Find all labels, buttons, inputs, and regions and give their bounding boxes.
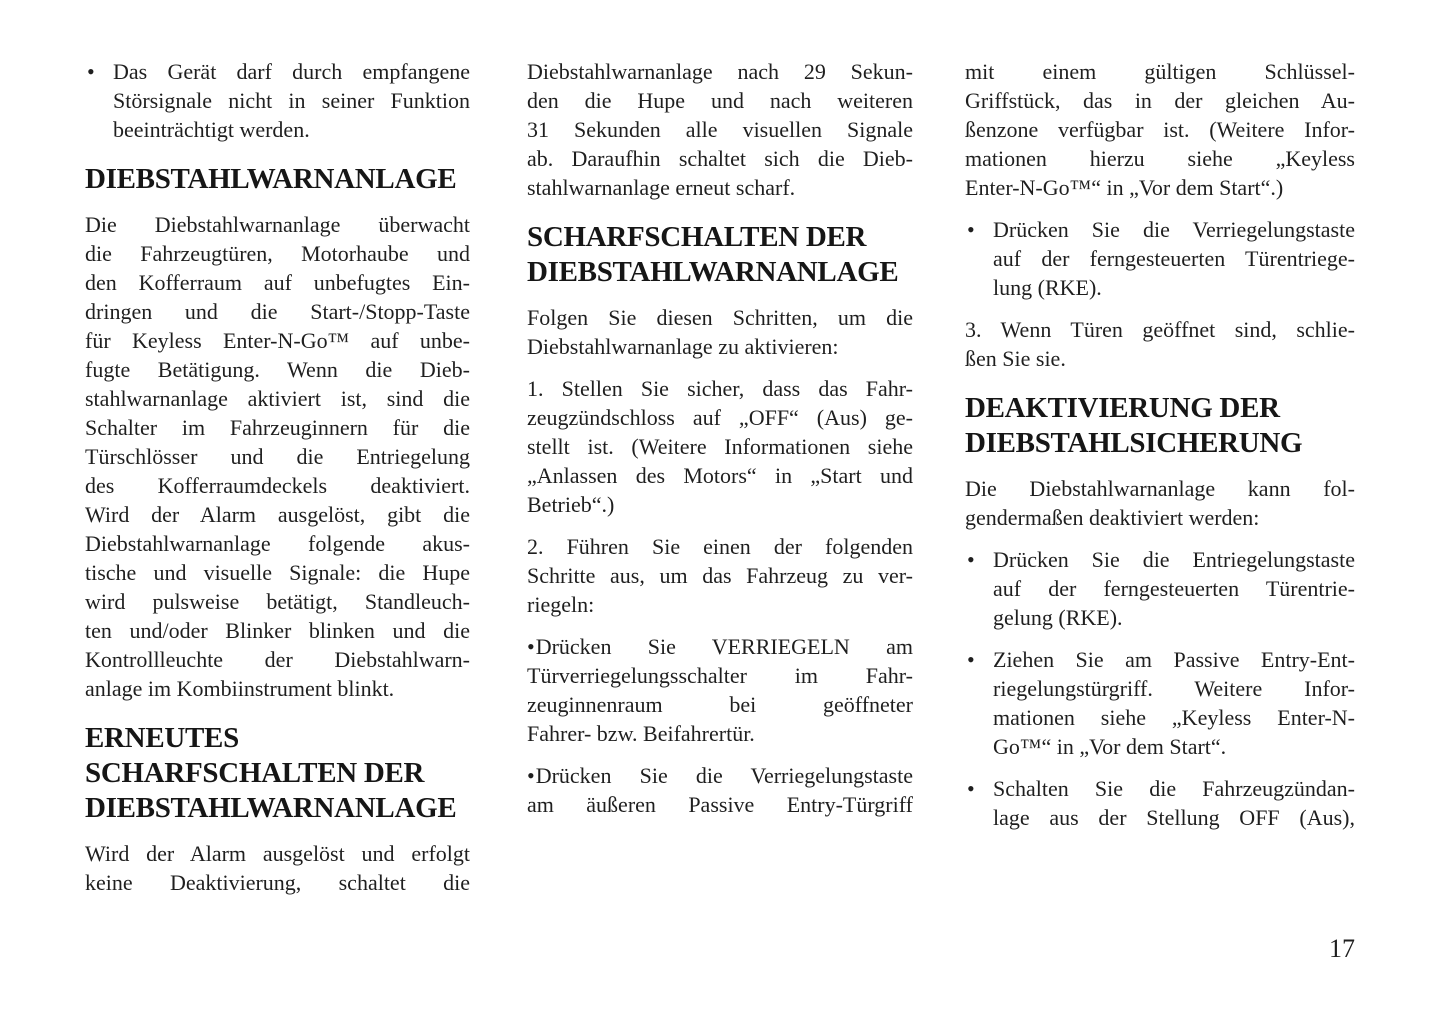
paragraph bbox=[965, 315, 1355, 373]
text-line: keine Deaktivierung, schaltet die bbox=[85, 870, 470, 895]
text-line: Kontrollleuchte der Diebstahlwarn- bbox=[85, 647, 470, 672]
paragraph bbox=[85, 839, 470, 897]
paragraph bbox=[527, 303, 913, 361]
text-line: tische und visuelle Signale: die Hupe bbox=[85, 560, 470, 585]
bullet-marker: • bbox=[527, 634, 535, 659]
text-line: •Drücken Sie die Verriegelungstaste bbox=[527, 763, 913, 788]
text-line: beeinträchtigt werden. bbox=[113, 117, 310, 142]
text-line: Betrieb“.) bbox=[527, 492, 615, 517]
text-line: Das Gerät darf durch empfangene bbox=[113, 59, 470, 84]
text-line: Diebstahlwarnanlage folgende akus- bbox=[85, 531, 470, 556]
text-line: Schalten Sie die Fahrzeugzündan- bbox=[993, 776, 1355, 801]
text-line: Die Diebstahlwarnanlage überwacht bbox=[85, 212, 470, 237]
text-line: den die Hupe und nach weiteren bbox=[527, 88, 913, 113]
paragraph bbox=[527, 374, 913, 519]
text-line: Griffstück, das in der gleichen Au- bbox=[965, 88, 1355, 113]
section-heading bbox=[965, 391, 1355, 461]
text-line: gendermaßen deaktiviert werden: bbox=[965, 505, 1260, 530]
text-line: DIEBSTAHLWARNANLAGE bbox=[85, 792, 457, 824]
text-line: Diebstahlwarnanlage zu aktivieren: bbox=[527, 334, 839, 359]
text-line: Enter-N-Go™“ in „Vor dem Start“.) bbox=[965, 175, 1284, 200]
text-line: Folgen Sie diesen Schritten, um die bbox=[527, 305, 913, 330]
text-line: riegelungstürgriff. Weitere Infor- bbox=[993, 676, 1355, 701]
column-3 bbox=[965, 57, 1355, 832]
bullet-item bbox=[965, 545, 1355, 632]
text-line: zeuginnenraum bei geöffneter bbox=[527, 692, 913, 717]
column-1 bbox=[85, 57, 470, 897]
text-line: •Drücken Sie VERRIEGELN am bbox=[527, 634, 913, 659]
bullet-marker: • bbox=[527, 763, 535, 788]
text-line: des Kofferraumdeckels deaktiviert. bbox=[85, 473, 470, 498]
text-line: anlage im Kombiinstrument blinkt. bbox=[85, 676, 395, 701]
text-line: 2. Führen Sie einen der folgenden bbox=[527, 534, 913, 559]
text-line: für Keyless Enter-N-Go™ auf unbe- bbox=[85, 328, 470, 353]
text-line: Go™“ in „Vor dem Start“. bbox=[993, 734, 1227, 759]
text-line: 1. Stellen Sie sicher, dass das Fahr- bbox=[527, 376, 913, 401]
text-line: Schalter im Fahrzeuginnern für die bbox=[85, 415, 470, 440]
bullet-marker: • bbox=[967, 776, 975, 801]
section-heading bbox=[527, 220, 913, 290]
text-line: Türschlösser und die Entriegelung bbox=[85, 444, 470, 469]
text-line: dringen und die Start-/Stopp-Taste bbox=[85, 299, 470, 324]
text-line: DIEBSTAHLWARNANLAGE bbox=[527, 256, 899, 288]
text-line: 31 Sekunden alle visuellen Signale bbox=[527, 117, 913, 142]
text-line: auf der ferngesteuerten Türentriege- bbox=[993, 246, 1355, 271]
paragraph bbox=[527, 532, 913, 619]
text-line: stahlwarnanlage aktiviert ist, sind die bbox=[85, 386, 470, 411]
text-line: fugte Betätigung. Wenn die Dieb- bbox=[85, 357, 470, 382]
text-line: Drücken Sie die Verriegelungstaste bbox=[993, 217, 1355, 242]
text-line: SCHARFSCHALTEN DER bbox=[527, 221, 867, 253]
text-line: Türverriegelungsschalter im Fahr- bbox=[527, 663, 913, 688]
text-line: Wird der Alarm ausgelöst, gibt die bbox=[85, 502, 470, 527]
text-line: den Kofferraum auf unbefugtes Ein- bbox=[85, 270, 470, 295]
section-heading bbox=[85, 721, 470, 826]
bullet-item bbox=[965, 215, 1355, 302]
text-line: Störsignale nicht in seiner Funktion bbox=[113, 88, 470, 113]
text-line: Drücken Sie die Entriegelungstaste bbox=[993, 547, 1355, 572]
paragraph bbox=[527, 57, 913, 202]
column-2 bbox=[527, 57, 913, 819]
paragraph bbox=[965, 474, 1355, 532]
bullet-marker: • bbox=[967, 547, 975, 572]
text-line: gelung (RKE). bbox=[993, 605, 1123, 630]
bullet-item bbox=[965, 645, 1355, 761]
text-line: Fahrer- bzw. Beifahrertür. bbox=[527, 721, 755, 746]
text-line: ten und/oder Blinker blinken und die bbox=[85, 618, 470, 643]
text-line: am äußeren Passive Entry-Türgriff bbox=[527, 792, 913, 817]
text-line: „Anlassen des Motors“ in „Start und bbox=[527, 463, 913, 488]
text-line: DIEBSTAHLSICHERUNG bbox=[965, 427, 1303, 459]
section-heading bbox=[85, 162, 470, 197]
text-line: ßenzone verfügbar ist. (Weitere Infor- bbox=[965, 117, 1355, 142]
text-line: Diebstahlwarnanlage nach 29 Sekun- bbox=[527, 59, 913, 84]
text-line: die Fahrzeugtüren, Motorhaube und bbox=[85, 241, 470, 266]
text-line: zeugzündschloss auf „OFF“ (Aus) ge- bbox=[527, 405, 913, 430]
text-line: Schritte aus, um das Fahrzeug zu ver- bbox=[527, 563, 913, 588]
text-line: DEAKTIVIERUNG DER bbox=[965, 392, 1280, 424]
text-line: 3. Wenn Türen geöffnet sind, schlie- bbox=[965, 317, 1355, 342]
text-line: stahlwarnanlage erneut scharf. bbox=[527, 175, 796, 200]
text-line: stellt ist. (Weitere Informationen siehe bbox=[527, 434, 913, 459]
bullet-item bbox=[527, 632, 913, 748]
text-line: ERNEUTES bbox=[85, 722, 239, 754]
bullet-marker: • bbox=[87, 59, 95, 84]
text-line: riegeln: bbox=[527, 592, 595, 617]
text-line: mationen hierzu siehe „Keyless bbox=[965, 146, 1355, 171]
paragraph bbox=[85, 210, 470, 703]
text-line: mit einem gültigen Schlüssel- bbox=[965, 59, 1355, 84]
text-line: ab. Daraufhin schaltet sich die Dieb- bbox=[527, 146, 913, 171]
bullet-marker: • bbox=[967, 647, 975, 672]
text-line: Wird der Alarm ausgelöst und erfolgt bbox=[85, 841, 470, 866]
text-line: ßen Sie sie. bbox=[965, 346, 1066, 371]
text-line: auf der ferngesteuerten Türentrie- bbox=[993, 576, 1355, 601]
page-number: 17 bbox=[1329, 934, 1355, 963]
text-line: DIEBSTAHLWARNANLAGE bbox=[85, 163, 457, 195]
text-line: mationen siehe „Keyless Enter-N- bbox=[993, 705, 1355, 730]
text-line: lage aus der Stellung OFF (Aus), bbox=[993, 805, 1355, 830]
text-line: Die Diebstahlwarnanlage kann fol- bbox=[965, 476, 1355, 501]
paragraph bbox=[965, 57, 1355, 202]
bullet-item bbox=[527, 761, 913, 819]
bullet-item bbox=[85, 57, 470, 144]
text-line: Ziehen Sie am Passive Entry-Ent- bbox=[993, 647, 1355, 672]
bullet-item bbox=[965, 774, 1355, 832]
text-line: lung (RKE). bbox=[993, 275, 1102, 300]
bullet-marker: • bbox=[967, 217, 975, 242]
text-line: wird pulsweise betätigt, Standleuch- bbox=[85, 589, 470, 614]
text-line: SCHARFSCHALTEN DER bbox=[85, 757, 425, 789]
